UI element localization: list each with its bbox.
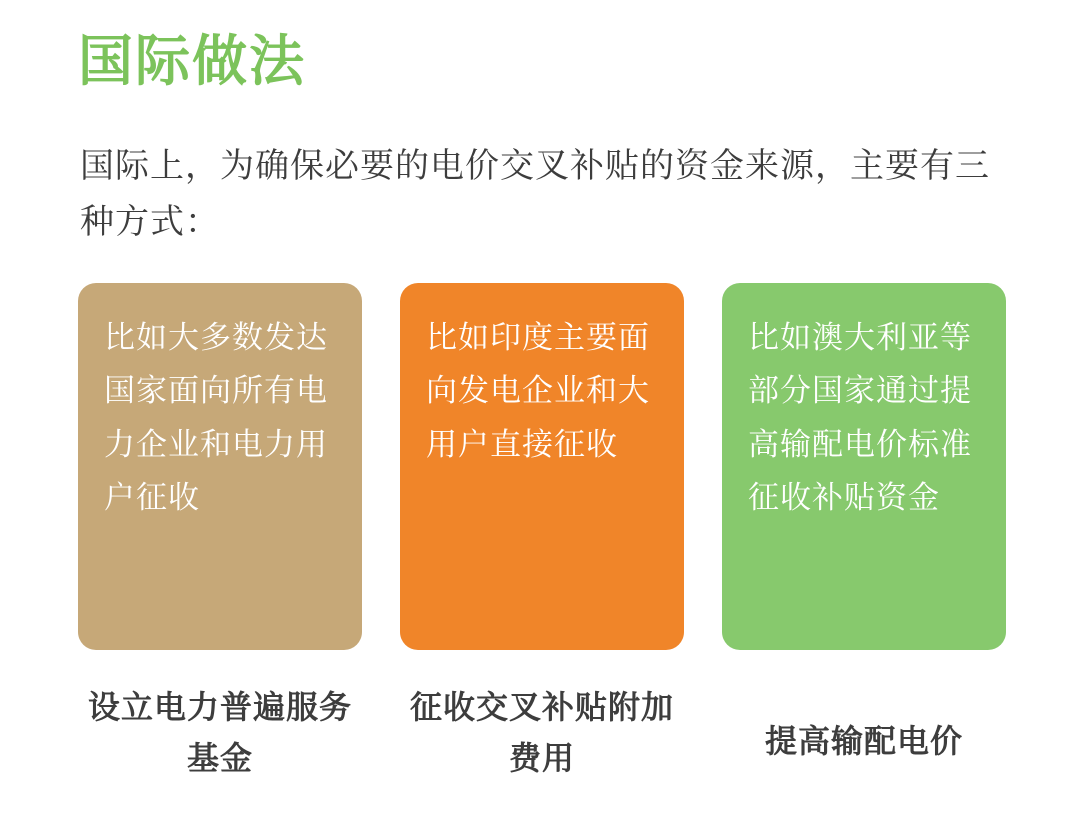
card-group <box>78 283 1008 784</box>
intro-paragraph: 国际上，为确保必要的电价交叉补贴的资金来源，主要有三种方式： <box>80 147 990 242</box>
card-column-3 <box>722 283 1006 784</box>
card-body-1: 比如大多数发达国家面向所有电力企业和电力用户征收 <box>78 283 362 650</box>
page-title: 国际做法 <box>78 30 307 92</box>
card-caption-1: 设立电力普遍服务基金 <box>87 689 352 777</box>
card-body-2: 比如印度主要面向发电企业和大用户直接征收 <box>400 283 684 650</box>
card-caption-3: 提高输配电价 <box>764 723 963 759</box>
card-column-1 <box>78 283 362 784</box>
card-caption-2: 征收交叉补贴附加费用 <box>409 689 674 777</box>
card-body-3: 比如澳大利亚等部分国家通过提高输配电价标准征收补贴资金 <box>722 283 1006 650</box>
card-column-2 <box>400 283 684 784</box>
